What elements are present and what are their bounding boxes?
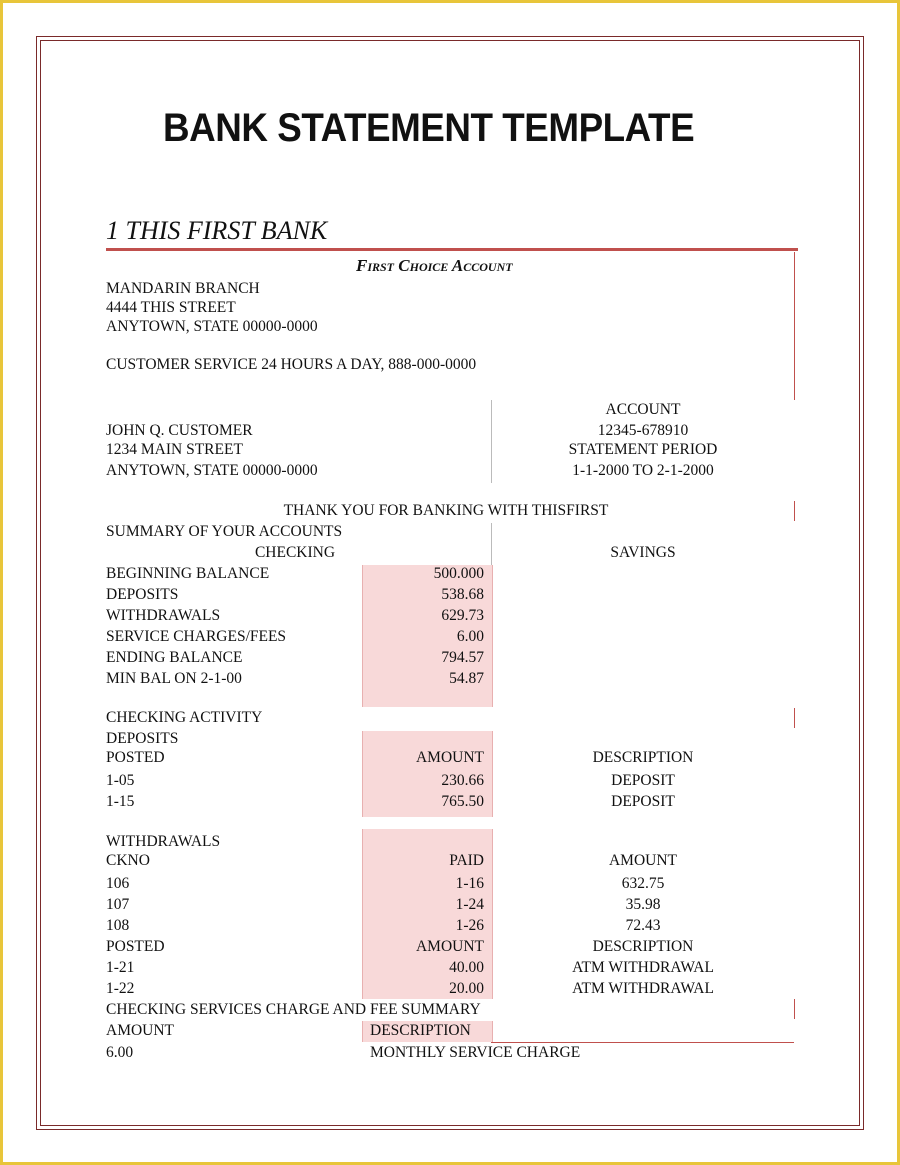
deposit-posted: 1-15 xyxy=(106,793,135,810)
check-paid: 1-24 xyxy=(455,896,484,913)
bank-name-rule xyxy=(106,248,798,251)
savings-label: SAVINGS xyxy=(610,544,676,561)
branch-name: MANDARIN BRANCH xyxy=(106,280,260,297)
check-paid: 1-26 xyxy=(455,917,484,934)
atm-posted: 1-22 xyxy=(106,980,135,997)
withdrawals-col-paid: PAID xyxy=(449,852,484,869)
summary-row-value: 500.000 xyxy=(433,565,484,582)
check-amount: 632.75 xyxy=(621,875,665,892)
check-number: 107 xyxy=(106,896,130,913)
atm-col-posted: POSTED xyxy=(106,938,165,955)
summary-row-label: SERVICE CHARGES/FEES xyxy=(106,628,287,645)
page-title: BANK STATEMENT TEMPLATE xyxy=(163,106,695,150)
customer-divider xyxy=(491,400,492,483)
check-amount: 35.98 xyxy=(625,896,661,913)
summary-row-value: 538.68 xyxy=(441,586,484,603)
right-rule-activity xyxy=(794,708,795,728)
atm-amount: 20.00 xyxy=(449,980,484,997)
deposit-posted: 1-05 xyxy=(106,772,135,789)
summary-divider xyxy=(491,523,492,565)
branch-street: 4444 THIS STREET xyxy=(106,299,236,316)
fee-amount: 6.00 xyxy=(106,1044,134,1061)
fees-col-amount: AMOUNT xyxy=(106,1022,175,1039)
summary-row-label: MIN BAL ON 2-1-00 xyxy=(106,670,242,687)
thank-you-line: THANK YOU FOR BANKING WITH THISFIRST xyxy=(283,502,609,519)
deposits-col-amount: AMOUNT xyxy=(415,749,484,766)
deposit-amount: 230.66 xyxy=(441,772,484,789)
account-label: ACCOUNT xyxy=(605,401,681,418)
summary-heading: SUMMARY OF YOUR ACCOUNTS xyxy=(106,523,343,540)
checking-label: CHECKING xyxy=(254,544,336,561)
statement-period-label: STATEMENT PERIOD xyxy=(568,441,718,458)
summary-row-label: WITHDRAWALS xyxy=(106,607,221,624)
deposit-amount: 765.50 xyxy=(441,793,484,810)
atm-col-amount: AMOUNT xyxy=(415,938,484,955)
fees-col-description: DESCRIPTION xyxy=(370,1022,471,1039)
right-rule-thanks xyxy=(794,501,795,521)
check-amount: 72.43 xyxy=(625,917,661,934)
deposits-col-description: DESCRIPTION xyxy=(592,749,694,766)
customer-name: JOHN Q. CUSTOMER xyxy=(106,422,253,439)
deposits-heading: DEPOSITS xyxy=(106,730,179,747)
activity-heading: CHECKING ACTIVITY xyxy=(106,709,263,726)
atm-description: ATM WITHDRAWAL xyxy=(572,959,714,976)
withdrawals-col-ckno: CKNO xyxy=(106,852,150,869)
summary-row-value: 6.00 xyxy=(456,628,484,645)
deposits-col-posted: POSTED xyxy=(106,749,165,766)
branch-city: ANYTOWN, STATE 00000-0000 xyxy=(106,318,318,335)
fee-description: MONTHLY SERVICE CHARGE xyxy=(370,1044,581,1061)
summary-row-label: DEPOSITS xyxy=(106,586,179,603)
right-rule-fees xyxy=(794,999,795,1019)
fees-heading: CHECKING SERVICES CHARGE AND FEE SUMMARY xyxy=(106,1001,481,1018)
atm-col-description: DESCRIPTION xyxy=(592,938,694,955)
withdrawals-heading: WITHDRAWALS xyxy=(106,833,221,850)
bank-name: 1 THIS FIRST BANK xyxy=(106,216,328,245)
deposit-description: DEPOSIT xyxy=(611,793,675,810)
check-number: 106 xyxy=(106,875,130,892)
customer-service-line: CUSTOMER SERVICE 24 HOURS A DAY, 888-000-0000 xyxy=(106,356,477,373)
right-rule-top xyxy=(794,252,795,400)
account-name: First Choice Account xyxy=(356,256,513,275)
check-paid: 1-16 xyxy=(455,875,484,892)
atm-posted: 1-21 xyxy=(106,959,135,976)
customer-city: ANYTOWN, STATE 00000-0000 xyxy=(106,462,318,479)
atm-amount: 40.00 xyxy=(449,959,484,976)
summary-row-value: 629.73 xyxy=(441,607,484,624)
summary-row-value: 54.87 xyxy=(449,670,484,687)
deposit-description: DEPOSIT xyxy=(611,772,675,789)
withdrawals-col-amount: AMOUNT xyxy=(608,852,678,869)
summary-row-value: 794.57 xyxy=(441,649,484,666)
summary-row-label: ENDING BALANCE xyxy=(106,649,243,666)
atm-description: ATM WITHDRAWAL xyxy=(572,980,714,997)
summary-row-label: BEGINNING BALANCE xyxy=(106,565,270,582)
statement-period: 1-1-2000 TO 2-1-2000 xyxy=(572,462,714,479)
check-number: 108 xyxy=(106,917,130,934)
customer-street: 1234 MAIN STREET xyxy=(106,441,243,458)
account-number: 12345-678910 xyxy=(597,422,689,439)
